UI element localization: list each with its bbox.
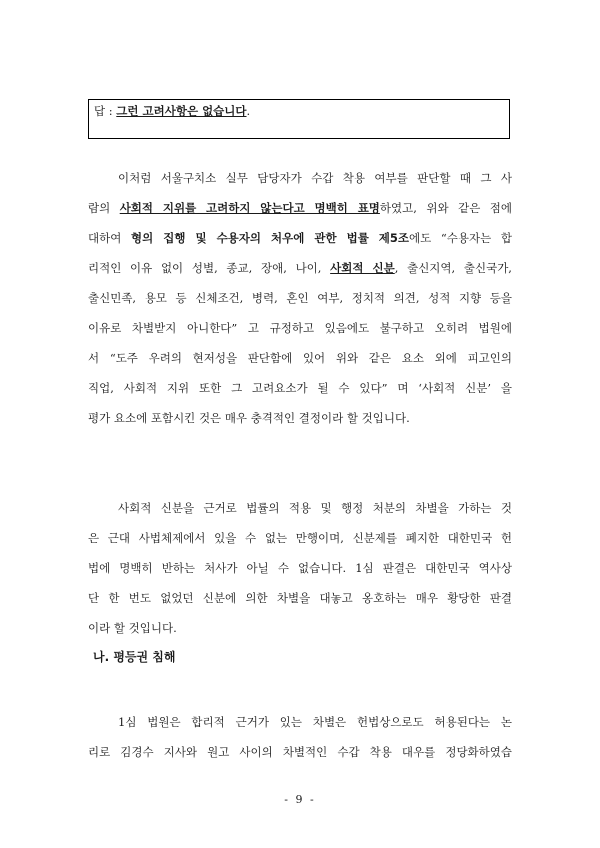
page-number: - 9 -: [284, 793, 316, 806]
paragraph-line: 평가 요소에 포함시킨 것은 매우 충격적인 결정이라 할 것입니다.: [88, 411, 410, 425]
paragraph-line: 이라 할 것입니다.: [88, 621, 177, 635]
section-heading: 나. 평등권 침해: [93, 650, 176, 664]
emphasis-social-status-statement: 사회적 지위를 고려하지 않는다고 명백히 표명: [119, 201, 380, 215]
text-run: 하였고, 위와 같은 점에: [379, 201, 512, 215]
text-run: 대하여: [88, 231, 131, 245]
answer-prefix: 답 :: [94, 104, 117, 118]
paragraph-2: [88, 493, 512, 643]
text-run: 람의: [88, 201, 120, 215]
paragraph-line: 출신민족, 용모 등 신체조건, 병력, 혼인 여부, 정치적 의견, 성적 지향 등을: [88, 291, 512, 305]
text-run: 에도 “수용자는 합: [409, 231, 512, 245]
answer-emphasis: 그런 고려사항은 없습니다: [116, 104, 247, 118]
paragraph-3: [88, 707, 512, 767]
paragraph-line: 이처럼 서울구치소 실무 담당자가 수갑 착용 여부를 판단할 때 그 사: [118, 171, 512, 185]
text-run: , 출신지역, 출신국가,: [394, 261, 512, 275]
text-run: 리적인 이유 없이 성별, 종교, 장애, 나이,: [88, 261, 331, 275]
paragraph-line: 1심 법원은 합리적 근거가 있는 차별은 헌법상으로도 허용된다는 논: [118, 715, 512, 729]
emphasis-law-reference: 형의 집행 및 수용자의 처우에 관한 법률 제5조: [131, 231, 410, 245]
paragraph-line: [88, 223, 512, 253]
paragraph-1: [88, 163, 512, 433]
answer-suffix: .: [246, 104, 251, 118]
answer-box: [88, 99, 510, 139]
paragraph-line: 은 근대 사법체제에서 있을 수 없는 만행이며, 신분제를 폐지한 대한민국 헌: [88, 531, 512, 545]
paragraph-line: 이유로 차별받지 아니한다” 고 규정하고 있음에도 불구하고 오히려 법원에: [88, 321, 512, 335]
paragraph-line: 단 한 번도 없었던 신분에 의한 차별을 대놓고 옹호하는 매우 황당한 판결: [88, 591, 512, 605]
paragraph-line: 직업, 사회적 지위 또한 그 고려요소가 될 수 있다” 며 ‘사회적 신분’ 을: [88, 381, 512, 395]
paragraph-line: [88, 193, 512, 223]
paragraph-line: 사회적 신분을 근거로 법률의 적용 및 행정 처분의 차별을 가하는 것: [118, 501, 512, 515]
answer-text: [94, 103, 250, 119]
emphasis-social-status: 사회적 신분: [330, 261, 395, 275]
paragraph-line: [88, 253, 512, 283]
paragraph-line: 서 “도주 우려의 현저성을 판단함에 있어 위와 같은 요소 외에 피고인의: [88, 351, 512, 365]
paragraph-line: 리로 김경수 지사와 원고 사이의 차별적인 수갑 착용 대우를 정당화하였습: [88, 745, 512, 759]
paragraph-line: 법에 명백히 반하는 처사가 아닐 수 없습니다. 1심 판결은 대한민국 역사상: [88, 561, 512, 575]
